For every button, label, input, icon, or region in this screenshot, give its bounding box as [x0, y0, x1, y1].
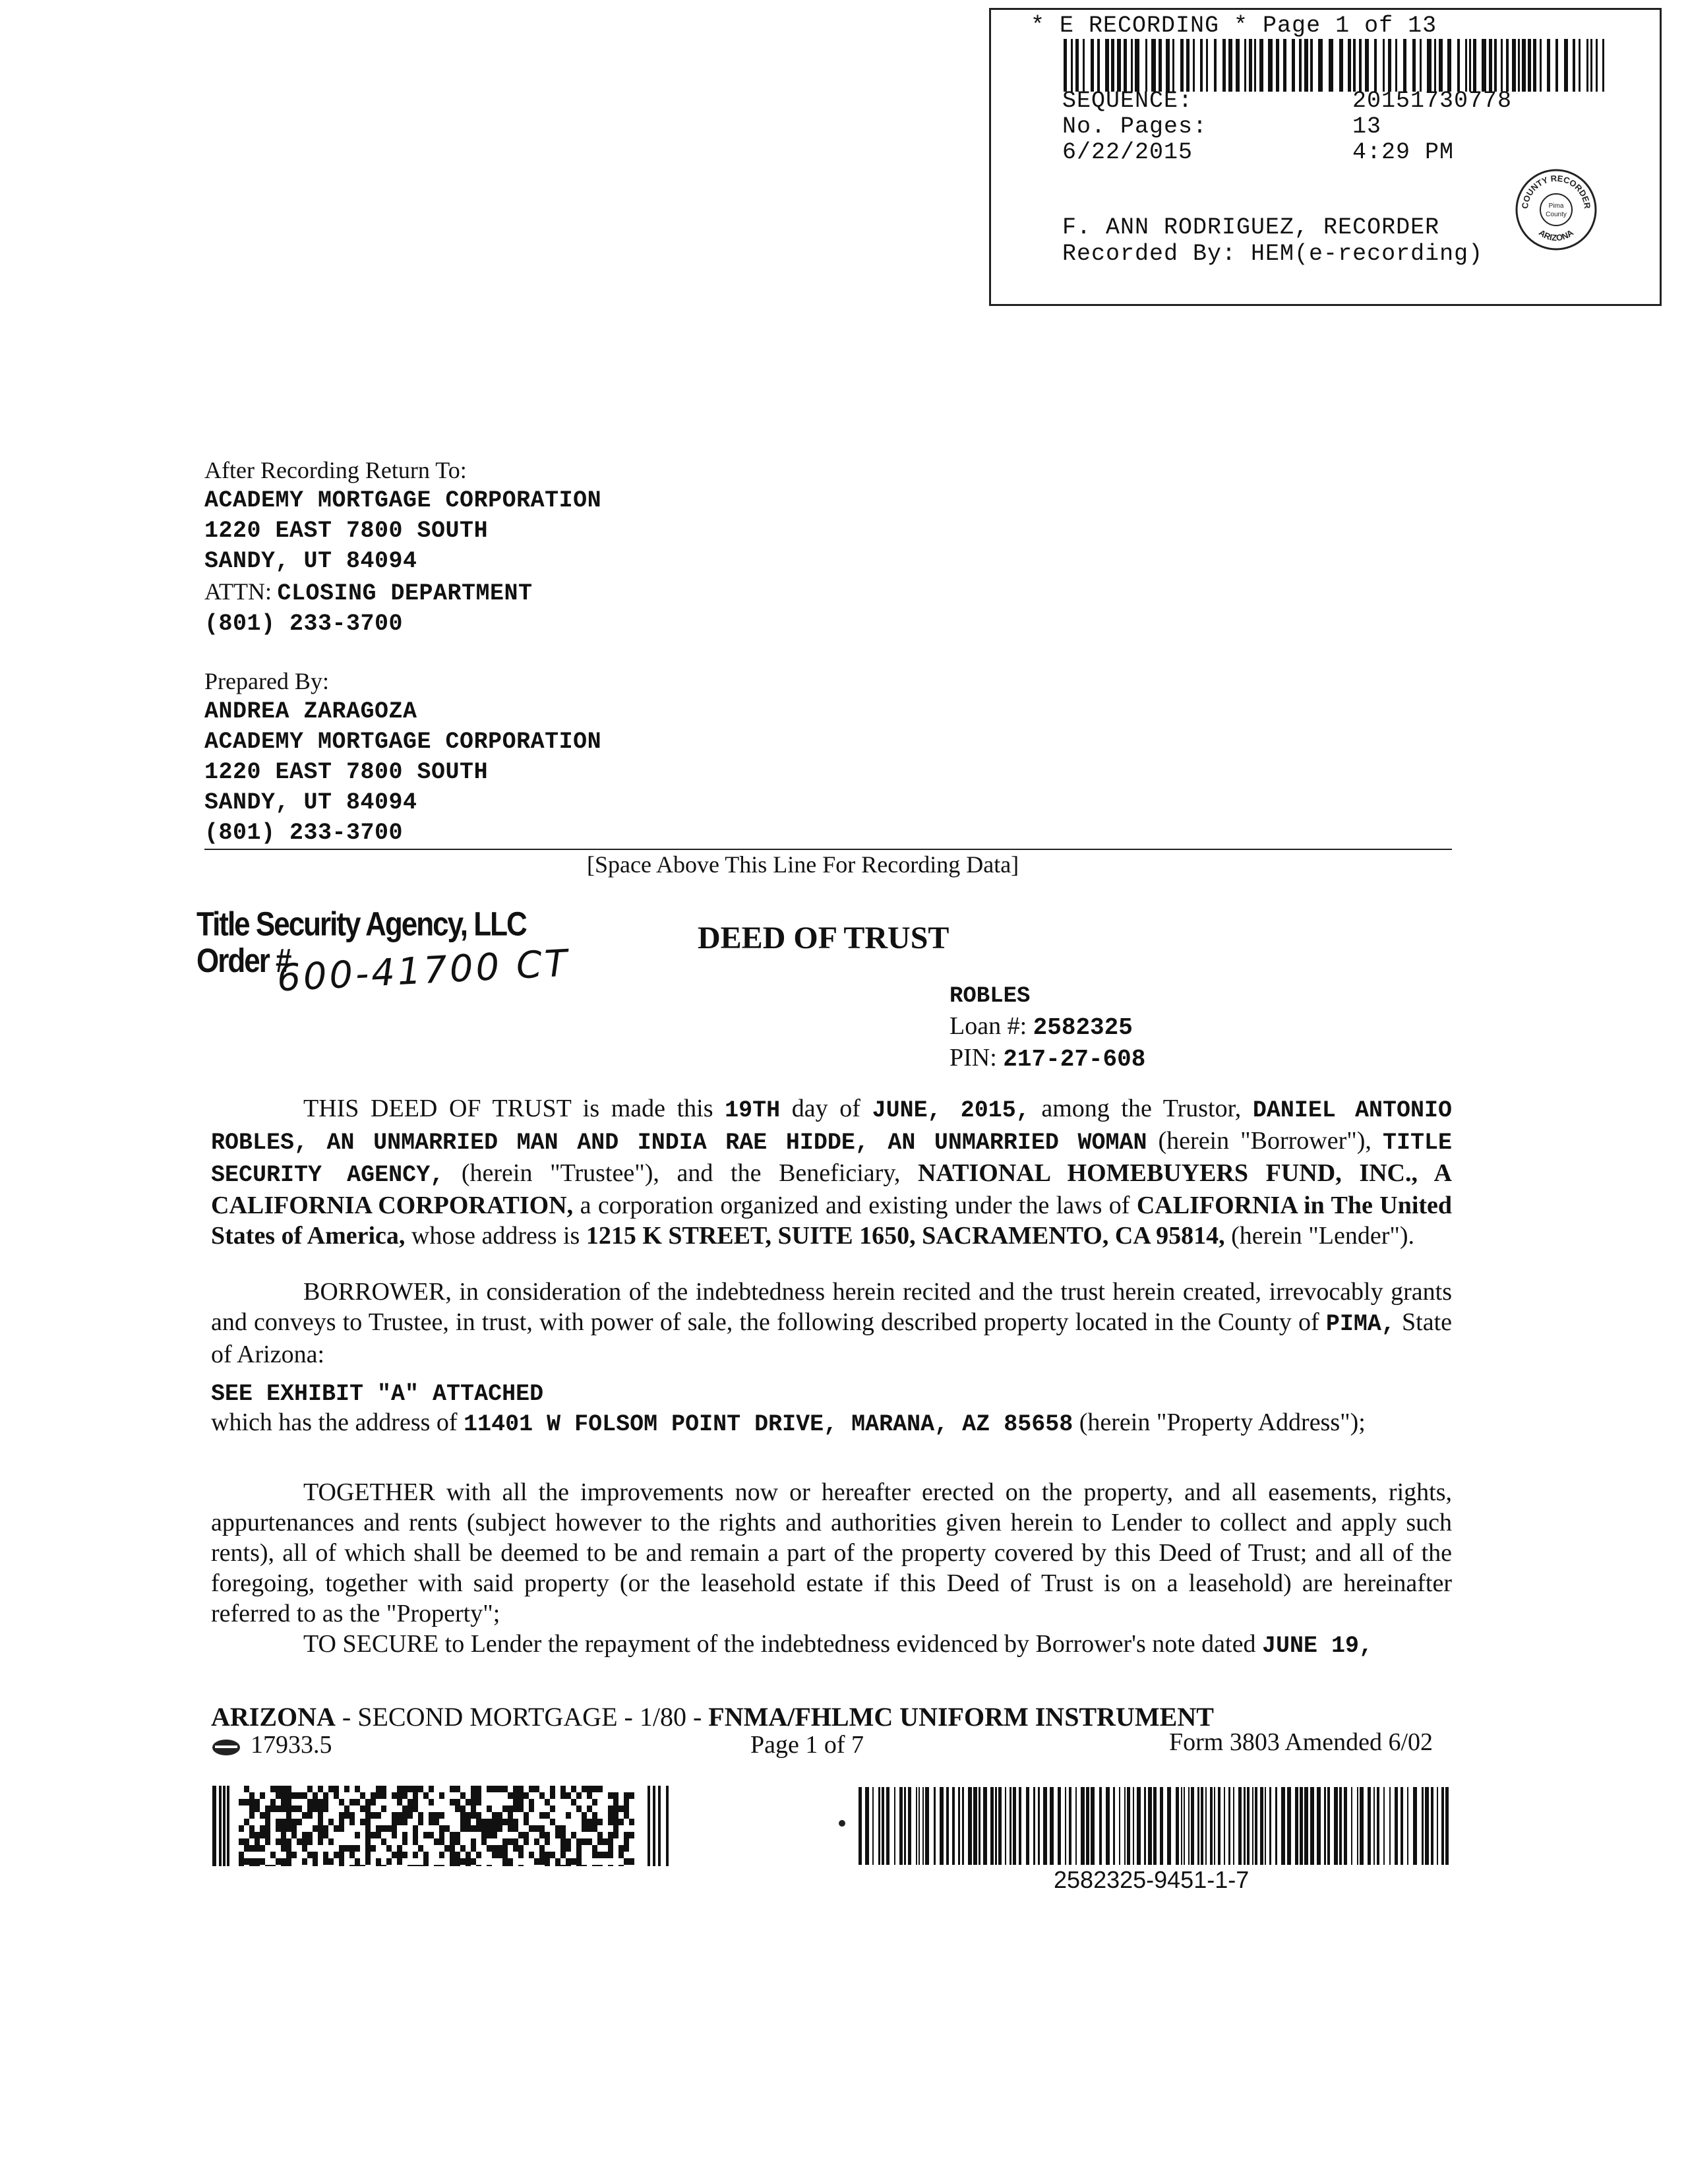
return-to-phone: (801) 233-3700	[204, 611, 404, 637]
property-address: 11401 W FOLSOM POINT DRIVE, MARANA, AZ 85658	[464, 1411, 1073, 1438]
prepared-by-block	[204, 666, 601, 848]
county-name: PIMA,	[1325, 1311, 1395, 1337]
trustor-name: DANIEL ANTONIO ROBLES, AN UNMARRIED MAN AND INDIA RAE HIDDE, AN UNMARRIED WOMAN	[211, 1097, 1453, 1156]
note-date: JUNE 19,	[1261, 1633, 1373, 1659]
return-to-heading: After Recording Return To:	[204, 457, 467, 483]
deed-month-year: JUNE, 2015,	[872, 1097, 1030, 1124]
seal-top-text: COUNTY RECORDER	[1519, 173, 1593, 210]
return-to-block	[204, 455, 601, 639]
form-vendor-logo-icon	[211, 1738, 241, 1757]
return-to-city: SANDY, UT 84094	[204, 548, 417, 574]
loan-number: 2582325	[1033, 1014, 1133, 1041]
space-above-note: [Space Above This Line For Recording Data]	[587, 851, 1019, 878]
svg-text:ARIZONA	[1537, 228, 1575, 243]
stamp-agency-name: Title Security Agency, LLC	[196, 905, 526, 944]
attn-label: ATTN:	[204, 578, 272, 605]
footer-state: ARIZONA	[211, 1702, 336, 1732]
svg-text:County: County	[1546, 211, 1567, 218]
svg-text:Pima: Pima	[1548, 202, 1564, 210]
return-to-attn	[204, 576, 601, 609]
lender-address: 1215 K STREET, SUITE 1650, SACRAMENTO, CA 95814,	[586, 1222, 1225, 1250]
sequence-value: 20151730778	[1352, 88, 1513, 114]
return-to-company: ACADEMY MORTGAGE CORPORATION	[204, 487, 602, 514]
paragraph-grant	[211, 1277, 1452, 1370]
stamp-order-label: Order #	[196, 942, 291, 980]
p1-text-g: whose address is	[411, 1222, 580, 1250]
handwritten-order-number: 600-41700 CT	[276, 942, 571, 1000]
borrower-surname: ROBLES	[950, 984, 1031, 1009]
p1-text-b: day of	[791, 1095, 860, 1122]
footer-form-number: Form 3803 Amended 6/02	[1169, 1728, 1433, 1756]
barcode-number: 2582325-9451-1-7	[1054, 1866, 1250, 1893]
paragraph-parties	[211, 1093, 1452, 1251]
recording-date: 6/22/2015	[1062, 139, 1193, 166]
document-barcode	[859, 1787, 1452, 1865]
prepared-by-city: SANDY, UT 84094	[204, 789, 417, 816]
p1-text-a: THIS DEED OF TRUST is made this	[303, 1095, 713, 1122]
beneficiary-name: NATIONAL HOMEBUYERS FUND, INC., A CALIFORNIA CORPORATION,	[211, 1159, 1452, 1219]
sequence-label: SEQUENCE:	[1062, 88, 1193, 114]
footer-form-desc: - SECOND MORTGAGE - 1/80 -	[342, 1702, 702, 1732]
paragraph-property-address	[211, 1407, 1452, 1440]
exhibit-reference: SEE EXHIBIT "A" ATTACHED	[211, 1381, 544, 1407]
p1-text-f: a corporation organized and existing under the laws of	[580, 1192, 1130, 1219]
pin-label: PIN:	[950, 1044, 997, 1072]
seal-bottom-text: ARIZONA	[1537, 227, 1575, 243]
p3-text-b: (herein "Property Address");	[1079, 1409, 1366, 1436]
attn-value: CLOSING DEPARTMENT	[277, 580, 533, 607]
footer-uniform: FNMA/FHLMC UNIFORM INSTRUMENT	[708, 1702, 1214, 1732]
p1-text-e: (herein "Trustee"), and the Beneficiary,	[461, 1159, 901, 1187]
footer-page: Page 1 of 7	[750, 1731, 864, 1759]
prepared-by-name: ANDREA ZARAGOZA	[204, 698, 417, 725]
loan-number-line	[950, 1012, 1133, 1041]
p5-text-a: TO SECURE to Lender the repayment of the indebtedness evidenced by Borrower's note dated	[303, 1630, 1256, 1658]
p2-text-b: State of Arizona:	[211, 1308, 1453, 1368]
return-to-street: 1220 EAST 7800 SOUTH	[204, 518, 489, 544]
p3-text-a: which has the address of	[211, 1409, 458, 1436]
p4-text: TOGETHER with all the improvements now or hereafter erected on the property, and all easements, rights, appurtenances and rents (subject however to the rights and authorities given herein to Lender to collect and apply such rents), all of which shall be deemed to be and remain a part of the property covered by this Deed of Trust; and all of the foregoing, together with said property (or the leasehold estate if this Deed of Trust is on a leasehold) are hereinafter referred to as the "Property";	[211, 1478, 1452, 1627]
prepared-by-company: ACADEMY MORTGAGE CORPORATION	[204, 729, 602, 755]
recording-data-divider	[204, 849, 1452, 850]
p1-text-d: (herein "Borrower"),	[1158, 1127, 1372, 1155]
deed-day: 19TH	[725, 1097, 781, 1124]
paragraph-to-secure	[211, 1629, 1452, 1661]
speck-mark	[839, 1820, 845, 1827]
pin-line	[950, 1043, 1145, 1073]
p1-text-c: among the Trustor,	[1041, 1095, 1242, 1122]
p2-text-a: BORROWER, in consideration of the indebtedness herein recited and the trust herein created, irrevocably grants and conveys to Trustee, in trust, with power of sale, the following described property located in the County of	[211, 1278, 1452, 1336]
prepared-by-phone: (801) 233-3700	[204, 820, 404, 846]
pin-number: 217-27-608	[1003, 1046, 1146, 1073]
recorder-name: F. ANN RODRIGUEZ, RECORDER	[1062, 214, 1440, 241]
pdf417-barcode	[212, 1786, 673, 1866]
recorded-by: Recorded By: HEM(e-recording)	[1062, 241, 1484, 267]
recording-stamp-box	[989, 8, 1662, 306]
footer-form-line	[211, 1701, 1214, 1732]
recording-time: 4:29 PM	[1352, 139, 1455, 166]
recording-title: * E RECORDING * Page 1 of 13	[1031, 13, 1437, 39]
pages-label: No. Pages:	[1062, 113, 1208, 140]
recording-barcode	[1064, 39, 1604, 92]
prepared-by-heading: Prepared By:	[204, 668, 329, 694]
document-title: DEED OF TRUST	[698, 921, 950, 956]
paragraph-exhibit	[211, 1377, 1452, 1409]
county-recorder-seal-icon	[1513, 167, 1599, 253]
trustee-name: TITLE SECURITY AGENCY,	[211, 1130, 1452, 1188]
footer-code: 17933.5	[251, 1731, 332, 1759]
governing-laws: CALIFORNIA in The United States of America,	[211, 1192, 1453, 1250]
pages-value: 13	[1352, 113, 1382, 140]
paragraph-together	[211, 1477, 1452, 1629]
loan-label: Loan #:	[950, 1012, 1027, 1040]
prepared-by-street: 1220 EAST 7800 SOUTH	[204, 759, 489, 785]
p1-text-h: (herein "Lender").	[1231, 1222, 1415, 1250]
